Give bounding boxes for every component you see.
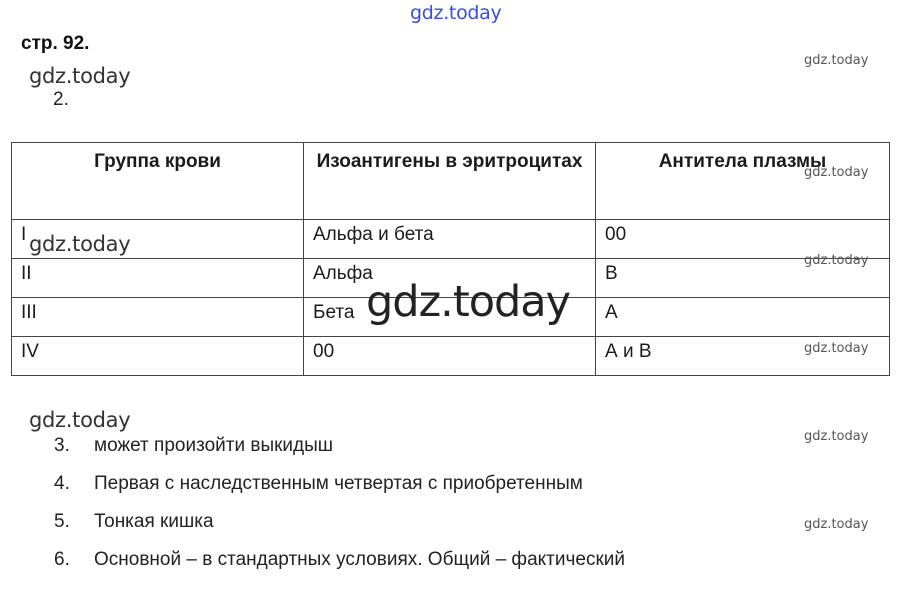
answer-4: Первая с наследственным четвертая с приобретенным [94,473,583,494]
cell-group: II [12,259,304,298]
watermark-right-6: gdz.today [804,517,869,532]
question-number-4: 4. [54,473,70,494]
watermark-right-2: gdz.today [804,165,869,180]
watermark-left-1: gdz.today [29,64,131,88]
answer-6: Основной – в стандартных условиях. Общий – фактический [94,549,625,570]
cell-isoantigen: 00 [304,337,596,376]
header-plasma-antibodies: Антитела плазмы [596,143,890,220]
watermark-large: gdz.today [366,277,571,327]
cell-isoantigen: Альфа и бета [304,220,596,259]
watermark-top: gdz.today [410,2,502,24]
question-number-3: 3. [54,435,70,456]
page-number: стр. 92. [21,33,90,54]
table-row [12,337,890,376]
cell-antibody: А и В [596,337,890,376]
cell-antibody: В [596,259,890,298]
question-number-5: 5. [54,511,70,532]
question-number-6: 6. [54,549,70,570]
question-number-2: 2. [53,89,69,110]
cell-antibody: 00 [596,220,890,259]
watermark-right-5: gdz.today [804,429,869,444]
cell-isoantigen: Альфа [304,259,596,298]
header-blood-group: Группа крови [12,143,304,220]
cell-isoantigen: Бета [304,298,596,337]
watermark-right-3: gdz.today [804,253,869,268]
table-header-row [12,143,890,220]
watermark-right-1: gdz.today [804,53,869,68]
watermark-left-2: gdz.today [29,232,131,256]
header-isoantigens: Изоантигены в эритроцитах [304,143,596,220]
watermark-left-3: gdz.today [29,408,131,432]
cell-group: IV [12,337,304,376]
cell-group: I [12,220,304,259]
cell-group: III [12,298,304,337]
table-row [12,220,890,259]
answer-5: Тонкая кишка [94,511,214,532]
watermark-right-4: gdz.today [804,341,869,356]
blood-group-table [11,142,890,376]
cell-antibody: А [596,298,890,337]
answer-3: может произойти выкидыш [94,435,334,456]
